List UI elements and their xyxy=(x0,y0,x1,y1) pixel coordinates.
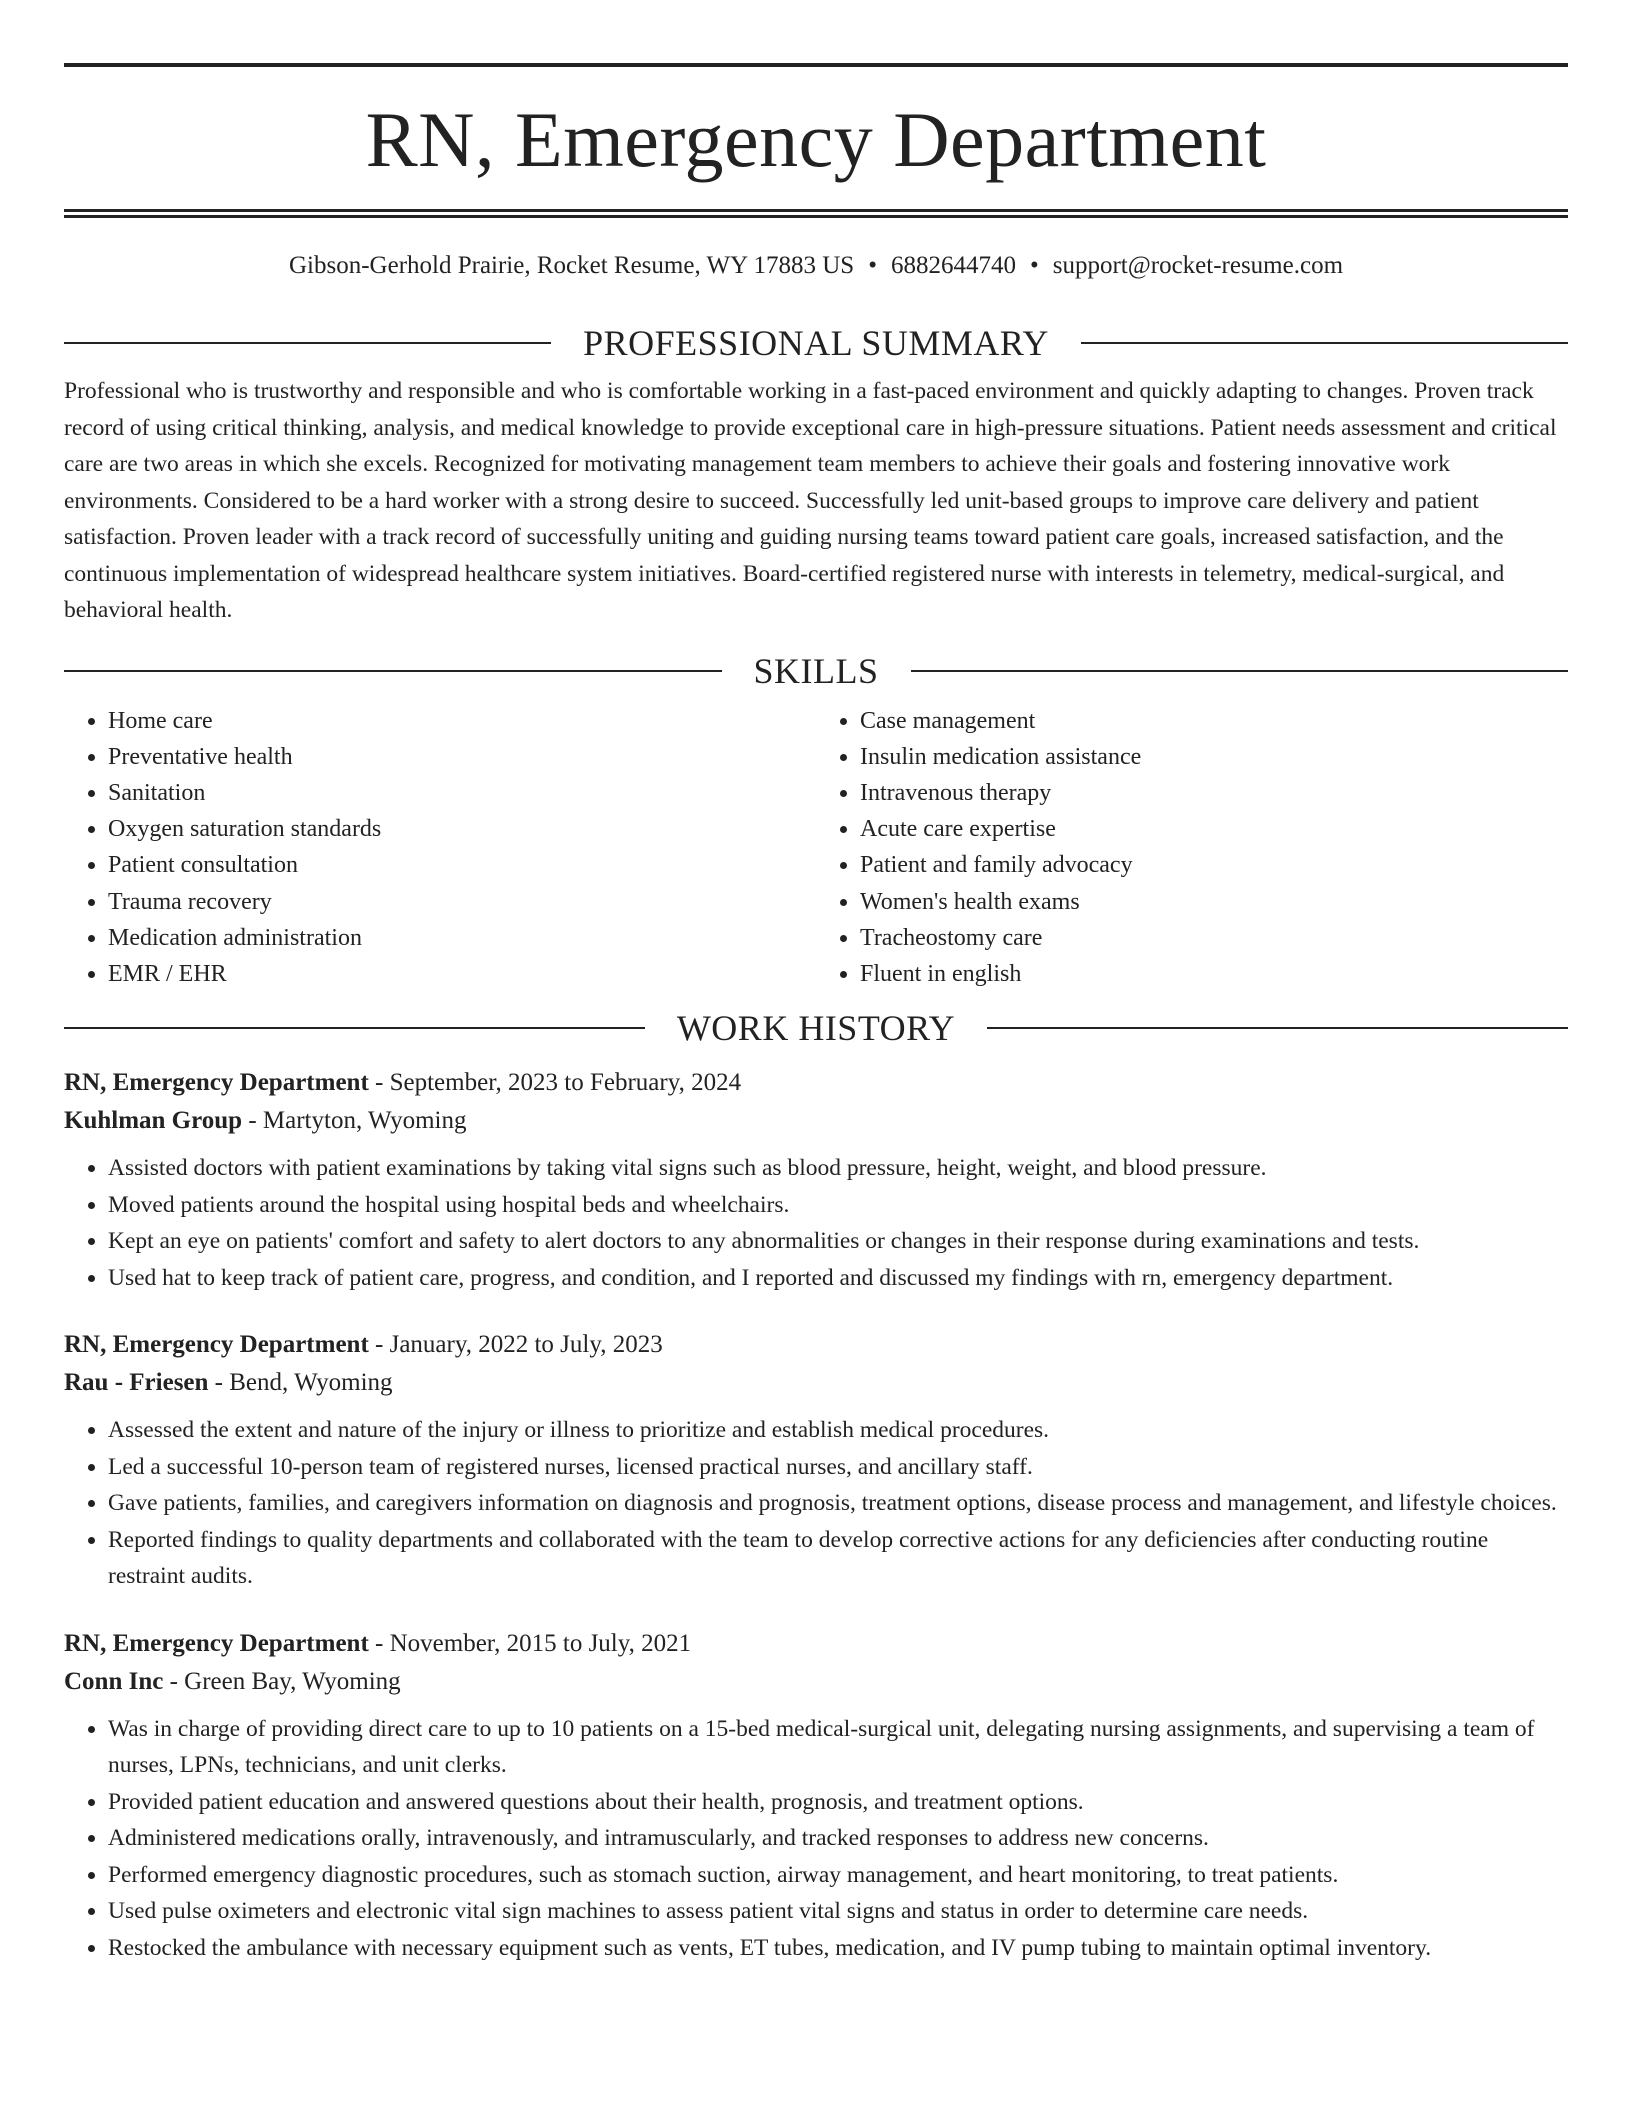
skill-item: • Fluent in english xyxy=(860,956,1568,992)
skill-item: • EMR / EHR xyxy=(108,956,816,992)
job-bullet: • Gave patients, families, and caregivers information on diagnosis and prognosis, treatment options, disease process and management, and lifestyle choices. xyxy=(108,1485,1568,1522)
job-bullets xyxy=(64,1412,1568,1595)
section-title-skills: SKILLS xyxy=(753,650,879,691)
job-bullet: • Moved patients around the hospital using hospital beds and wheelchairs. xyxy=(108,1187,1568,1224)
contact-separator: • xyxy=(868,252,877,279)
job-entry xyxy=(64,1326,1568,1595)
skill-item: • Trauma recovery xyxy=(108,884,816,920)
job-bullet: • Used hat to keep track of patient care, progress, and condition, and I reported and discussed my findings with rn, emergency department. xyxy=(108,1260,1568,1297)
job-dates: - September, 2023 to February, 2024 xyxy=(368,1069,742,1097)
contact-line xyxy=(64,251,1568,281)
skills-column-right xyxy=(816,703,1568,993)
summary-text: Professional who is trustworthy and responsible and who is comfortable working in a fast-paced environment and quickly adapting to changes. Proven track record of using critical thinking, analysis, and medical knowledge to provide exceptional care in high-pressure situations. Patient needs assessment and critical care are two areas in which she excels. Recognized for motivating management team members to achieve their goals and fostering innovative work environments. Considered to be a hard worker with a strong desire to succeed. Successfully led unit-based groups to improve care delivery and patient satisfaction. Proven leader with a track record of successfully uniting and guiding nursing teams toward patient care goals, increased satisfaction, and the continuous implementation of widespread healthcare system initiatives. Board-certified registered nurse with interests in telemetry, medical-surgical, and behavioral health. xyxy=(64,378,1557,623)
job-bullet: • Kept an eye on patients' comfort and safety to alert doctors to any abnormalities or changes in their response during examinations and tests. xyxy=(108,1223,1568,1260)
contact-email: support@rocket-resume.com xyxy=(1052,252,1344,279)
section-rule-left xyxy=(64,670,722,672)
job-title: RN, Emergency Department xyxy=(64,1629,369,1657)
skill-item: • Women's health exams xyxy=(860,884,1568,920)
skill-item: • Insulin medication assistance xyxy=(860,739,1568,775)
job-company: Kuhlman Group xyxy=(64,1107,243,1135)
job-bullet: • Assisted doctors with patient examinations by taking vital signs such as blood pressure, height, weight, and blood pressure. xyxy=(108,1150,1568,1187)
job-bullet: • Provided patient education and answered questions about their health, prognosis, and treatment options. xyxy=(108,1784,1568,1821)
job-dates: - January, 2022 to July, 2023 xyxy=(368,1331,663,1359)
section-header-skills xyxy=(64,651,1568,691)
skill-item: • Preventative health xyxy=(108,739,816,775)
skills-list xyxy=(64,703,1568,993)
section-rule-right xyxy=(1081,342,1568,344)
job-location: - Bend, Wyoming xyxy=(208,1369,393,1397)
skill-item: • Patient and family advocacy xyxy=(860,847,1568,883)
job-title: RN, Emergency Department xyxy=(64,1331,369,1359)
skill-item: • Sanitation xyxy=(108,775,816,811)
job-title-line xyxy=(64,1326,1568,1364)
skill-item: • Patient consultation xyxy=(108,847,816,883)
skill-item: • Home care xyxy=(108,703,816,739)
skill-item: • Acute care expertise xyxy=(860,811,1568,847)
skill-item: • Case management xyxy=(860,703,1568,739)
skill-item: • Medication administration xyxy=(108,920,816,956)
job-title-line xyxy=(64,1625,1568,1663)
job-bullet: • Administered medications orally, intravenously, and intramuscularly, and tracked responses to address new concerns. xyxy=(108,1820,1568,1857)
job-company: Rau - Friesen xyxy=(64,1369,209,1397)
job-title-line xyxy=(64,1064,1568,1102)
section-rule-right xyxy=(911,670,1569,672)
job-company-line xyxy=(64,1663,1568,1701)
skill-item: • Tracheostomy care xyxy=(860,920,1568,956)
resume-title: RN, Emergency Department xyxy=(365,96,1267,183)
job-company: Conn Inc xyxy=(64,1667,164,1695)
section-rule-right xyxy=(987,1027,1568,1029)
section-rule-left xyxy=(64,1027,645,1029)
skill-item: • Intravenous therapy xyxy=(860,775,1568,811)
job-entry xyxy=(64,1064,1568,1296)
job-bullet: • Restocked the ambulance with necessary equipment such as vents, ET tubes, medication, and IV pump tubing to maintain optimal inventory. xyxy=(108,1930,1568,1967)
job-location: - Green Bay, Wyoming xyxy=(163,1667,401,1695)
job-bullet: • Performed emergency diagnostic procedures, such as stomach suction, airway management, and heart monitoring, to treat patients. xyxy=(108,1857,1568,1894)
job-bullet: • Assessed the extent and nature of the injury or illness to prioritize and establish medical procedures. xyxy=(108,1412,1568,1449)
contact-address: Gibson-Gerhold Prairie, Rocket Resume, WY 17883 US xyxy=(288,252,855,279)
job-title: RN, Emergency Department xyxy=(64,1069,369,1097)
section-title-summary: PROFESSIONAL SUMMARY xyxy=(583,323,1049,363)
job-bullets xyxy=(64,1150,1568,1296)
section-header-work xyxy=(64,1008,1568,1048)
job-bullet: • Reported findings to quality departments and collaborated with the team to develop corrective actions for any deficiencies after conducting routine restraint audits. xyxy=(108,1522,1568,1595)
job-bullet: • Led a successful 10-person team of registered nurses, licensed practical nurses, and ancillary staff. xyxy=(108,1449,1568,1486)
job-bullet: • Was in charge of providing direct care to up to 10 patients on a 15-bed medical-surgical unit, delegating nursing assignments, and supervising a team of nurses, LPNs, technicians, and unit clerks. xyxy=(108,1711,1568,1784)
job-company-line xyxy=(64,1364,1568,1402)
job-entry xyxy=(64,1625,1568,1967)
title-double-rule xyxy=(64,209,1568,218)
section-title-work: WORK HISTORY xyxy=(676,1008,956,1049)
top-rule xyxy=(64,63,1568,67)
section-rule-left xyxy=(64,342,551,344)
job-bullet: • Used pulse oximeters and electronic vital sign machines to assess patient vital signs and status in order to determine care needs. xyxy=(108,1893,1568,1930)
job-bullets xyxy=(64,1711,1568,1967)
job-location: - Martyton, Wyoming xyxy=(242,1107,467,1135)
skills-column-left xyxy=(64,703,816,993)
job-dates: - November, 2015 to July, 2021 xyxy=(368,1629,692,1657)
job-company-line xyxy=(64,1102,1568,1140)
contact-phone: 6882644740 xyxy=(890,252,1016,279)
skill-item: • Oxygen saturation standards xyxy=(108,811,816,847)
contact-separator: • xyxy=(1029,252,1039,279)
section-header-summary xyxy=(64,323,1568,363)
